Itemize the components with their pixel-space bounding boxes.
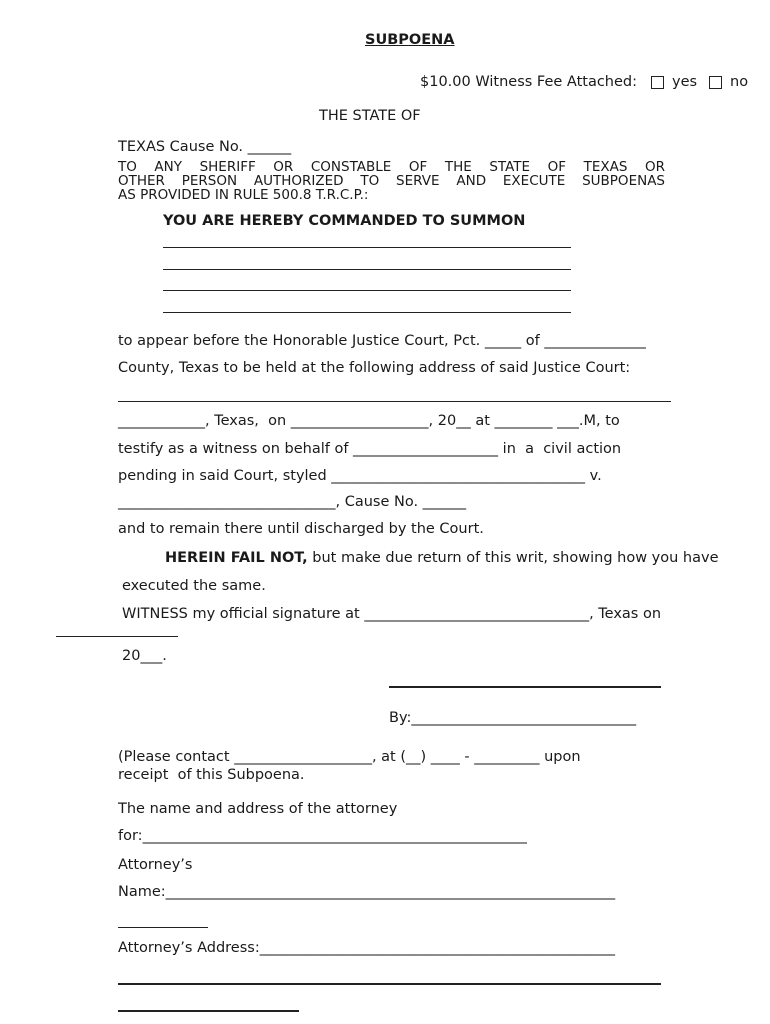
herein-line <box>165 551 719 566</box>
signature-line[interactable] <box>389 686 661 688</box>
document-title: SUBPOENA <box>365 32 455 48</box>
summon-line-2[interactable] <box>163 269 571 270</box>
executed-line: executed the same. <box>122 578 266 594</box>
contact-line-1: (Please contact ___________________, at (__) ____ - _________ upon <box>118 749 581 765</box>
testify-line: testify as a witness on behalf of ____________________ in a civil action <box>118 441 622 457</box>
sheriff-clause-line-1: TO ANY SHERIFF OR CONSTABLE OF THE STATE OF TEXAS OR <box>118 159 665 175</box>
state-heading: THE STATE OF <box>319 108 421 124</box>
cause-number-line: TEXAS Cause No. ______ <box>118 139 292 155</box>
attorney-intro: The name and address of the attorney <box>118 801 398 817</box>
pending-line: pending in said Court, styled ___________________________________ v. <box>118 468 602 484</box>
attorney-address-line-2[interactable] <box>118 983 661 985</box>
date-time-line: ____________, Texas, on ___________________, 20__ at ________ ___.M, to <box>118 413 620 429</box>
summon-line-1[interactable] <box>163 247 571 248</box>
attorney-address-line: Attorney’s Address:_________________________________________________ <box>118 940 615 956</box>
attorney-for-line: for:_____________________________________________________ <box>118 828 527 844</box>
by-line: By:_______________________________ <box>389 710 637 726</box>
address-line[interactable] <box>118 401 671 402</box>
year-line: 20___. <box>122 648 167 664</box>
commanded-heading: YOU ARE HEREBY COMMANDED TO SUMMON <box>163 213 526 229</box>
case-cause-line: ______________________________, Cause No. ______ <box>118 494 467 510</box>
sheriff-clause-line-2: OTHER PERSON AUTHORIZED TO SERVE AND EXECUTE SUBPOENAS <box>118 173 665 189</box>
herein-bold: HEREIN FAIL NOT, <box>165 550 308 566</box>
appear-line: to appear before the Honorable Justice Court, Pct. _____ of ______________ <box>118 333 646 349</box>
fee-yes-checkbox[interactable] <box>651 76 664 89</box>
remain-line: and to remain there until discharged by the Court. <box>118 521 484 537</box>
witness-fee-label: $10.00 Witness Fee Attached: <box>420 74 637 90</box>
fee-no-checkbox[interactable] <box>709 76 722 89</box>
sheriff-clause-line-3: AS PROVIDED IN RULE 500.8 T.R.C.P.: <box>118 187 369 203</box>
attorney-address-line-3[interactable] <box>118 1010 299 1012</box>
witness-line: WITNESS my official signature at _______________________________, Texas on <box>122 606 662 622</box>
fee-yes-label: yes <box>672 74 698 90</box>
fee-no-label: no <box>730 74 749 90</box>
contact-line-2: receipt of this Subpoena. <box>118 767 305 783</box>
attorney-name-line: Name:______________________________________________________________ <box>118 884 616 900</box>
attorney-name-continued-line[interactable] <box>118 927 208 928</box>
witness-date-line[interactable] <box>56 636 178 637</box>
herein-rest: but make due return of this writ, showing how you have <box>307 550 719 566</box>
county-line: County, Texas to be held at the following address of said Justice Court: <box>118 360 631 376</box>
attorneys-label: Attorney’s <box>118 857 193 873</box>
summon-line-3[interactable] <box>163 290 571 291</box>
summon-line-4[interactable] <box>163 312 571 313</box>
